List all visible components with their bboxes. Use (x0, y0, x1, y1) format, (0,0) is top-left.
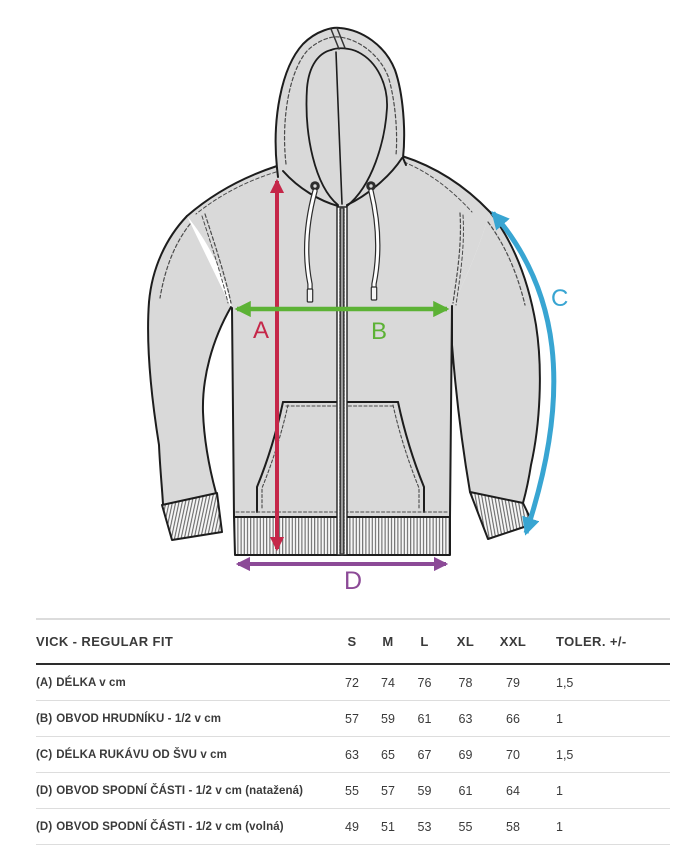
row-label (36, 664, 334, 701)
label-d: D (344, 567, 363, 595)
row-label (36, 701, 334, 737)
size-value: 63 (334, 737, 370, 773)
row-label (36, 737, 334, 773)
row-label (36, 773, 334, 809)
tolerance-value: 1,5 (538, 664, 670, 701)
table-row (36, 773, 670, 809)
size-value: 53 (406, 809, 443, 845)
column-header-xl: XL (443, 619, 488, 664)
table-row (36, 809, 670, 845)
size-value: 59 (406, 773, 443, 809)
right-aglet (371, 287, 376, 300)
tolerance-value: 1 (538, 809, 670, 845)
table-row (36, 737, 670, 773)
size-value: 49 (334, 809, 370, 845)
size-value: 72 (334, 664, 370, 701)
row-measure: OBVOD HRUDNÍKU - 1/2 v cm (56, 712, 222, 725)
size-value: 57 (370, 773, 406, 809)
size-value: 63 (443, 701, 488, 737)
label-b: B (371, 318, 388, 345)
table-header-row (36, 619, 670, 664)
row-key: (D) (36, 820, 53, 833)
row-key: (D) (36, 784, 53, 797)
column-header-l: L (406, 619, 443, 664)
tolerance-value: 1,5 (538, 737, 670, 773)
table-row (36, 664, 670, 701)
size-value: 70 (488, 737, 538, 773)
size-value: 55 (334, 773, 370, 809)
row-key: (A) (36, 676, 53, 689)
left-aglet (307, 289, 312, 302)
size-value: 59 (370, 701, 406, 737)
size-value: 61 (406, 701, 443, 737)
column-header-m: M (370, 619, 406, 664)
size-table (36, 618, 670, 845)
size-value: 78 (443, 664, 488, 701)
tolerance-value: 1 (538, 701, 670, 737)
tolerance-value: 1 (538, 773, 670, 809)
column-header-s: S (334, 619, 370, 664)
size-value: 55 (443, 809, 488, 845)
size-value: 76 (406, 664, 443, 701)
row-measure: OBVOD SPODNÍ ČÁSTI - 1/2 v cm (volná) (56, 820, 284, 833)
table-row (36, 701, 670, 737)
size-value: 57 (334, 701, 370, 737)
size-value: 51 (370, 809, 406, 845)
hoodie-drawing (148, 28, 540, 555)
row-measure: OBVOD SPODNÍ ČÁSTI - 1/2 v cm (natažená) (56, 784, 304, 797)
size-value: 58 (488, 809, 538, 845)
size-value: 79 (488, 664, 538, 701)
row-measure: DÉLKA RUKÁVU OD ŠVU v cm (56, 748, 227, 761)
row-measure: DÉLKA v cm (56, 676, 126, 689)
size-value: 65 (370, 737, 406, 773)
row-key: (C) (36, 748, 53, 761)
column-header-xxl: XXL (488, 619, 538, 664)
size-value: 61 (443, 773, 488, 809)
size-value: 69 (443, 737, 488, 773)
label-c: C (551, 285, 569, 312)
label-a: A (253, 317, 270, 344)
size-value: 64 (488, 773, 538, 809)
column-header-tolerance: TOLER. +/- (538, 619, 670, 664)
table-title: VICK - REGULAR FIT (36, 619, 334, 664)
size-value: 66 (488, 701, 538, 737)
zipper (337, 207, 347, 555)
row-label (36, 809, 334, 845)
size-value: 67 (406, 737, 443, 773)
size-value: 74 (370, 664, 406, 701)
row-key: (B) (36, 712, 53, 725)
